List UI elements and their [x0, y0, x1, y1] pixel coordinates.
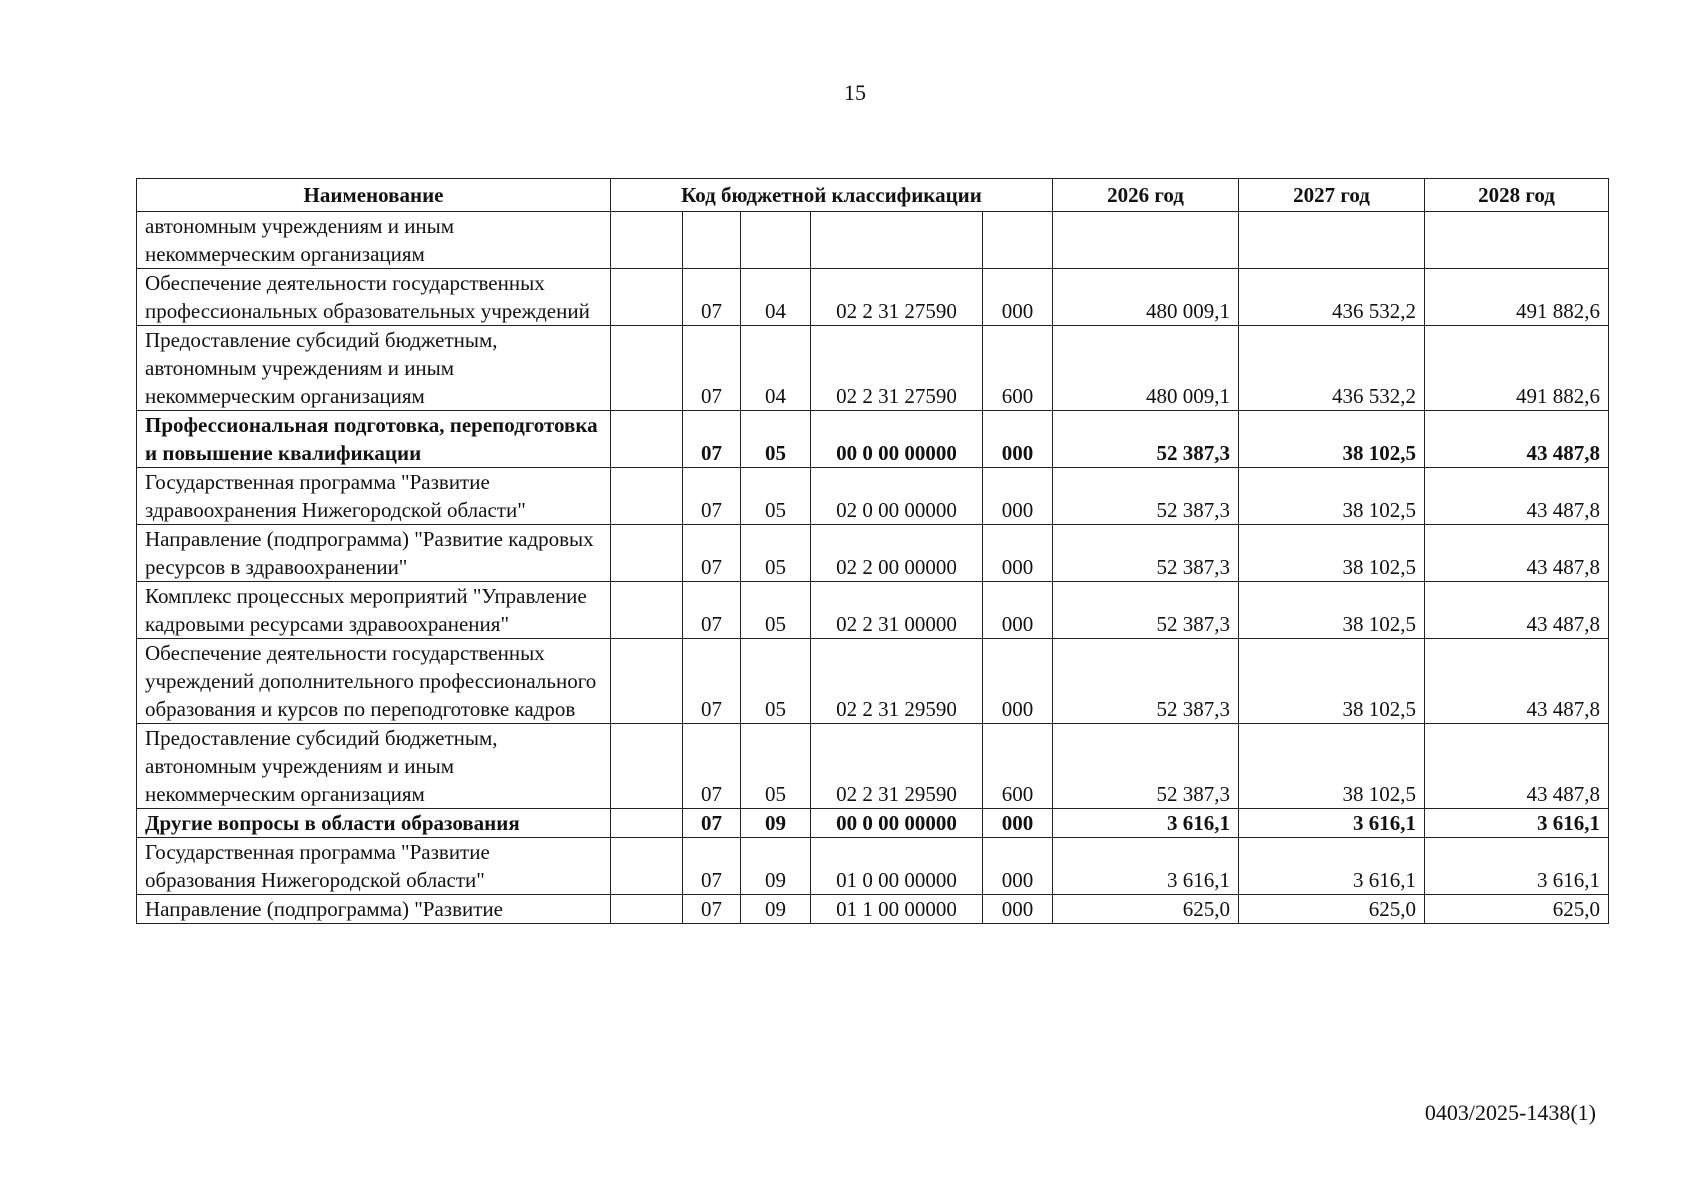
- table-row: [137, 525, 1609, 582]
- row-subsection-cell: 05: [741, 411, 811, 468]
- row-2026-cell: 480 009,1: [1053, 269, 1239, 326]
- header-2028: 2028 год: [1425, 179, 1609, 212]
- row-2027-cell: 38 102,5: [1239, 411, 1425, 468]
- table-row: [137, 411, 1609, 468]
- row-name-cell: Профессиональная подготовка, переподготовка и повышение квалификации: [137, 411, 611, 468]
- row-section-cell: 07: [683, 582, 741, 639]
- row-name-cell: Предоставление субсидий бюджетным, автономным учреждениям и иным некоммерческим организациям: [137, 724, 611, 809]
- budget-table-container: [136, 178, 1609, 924]
- row-expense-type-cell: [983, 212, 1053, 269]
- row-section-cell: 07: [683, 326, 741, 411]
- row-target-article-cell: 01 0 00 00000: [811, 838, 983, 895]
- row-empty-cell: [611, 468, 683, 525]
- row-2027-cell: 436 532,2: [1239, 326, 1425, 411]
- table-row: [137, 639, 1609, 724]
- table-row: [137, 468, 1609, 525]
- row-empty-cell: [611, 809, 683, 838]
- page-number-text: 15: [844, 80, 866, 105]
- row-expense-type-cell: 000: [983, 269, 1053, 326]
- row-2028-cell: 625,0: [1425, 895, 1609, 924]
- row-section-cell: 07: [683, 639, 741, 724]
- row-section-cell: 07: [683, 895, 741, 924]
- row-expense-type-cell: 600: [983, 724, 1053, 809]
- row-expense-type-cell: 000: [983, 468, 1053, 525]
- row-empty-cell: [611, 326, 683, 411]
- row-name-cell: Государственная программа "Развитие здравоохранения Нижегородской области": [137, 468, 611, 525]
- row-subsection-cell: 05: [741, 582, 811, 639]
- row-target-article-cell: [811, 212, 983, 269]
- row-section-cell: 07: [683, 809, 741, 838]
- row-expense-type-cell: 600: [983, 326, 1053, 411]
- row-target-article-cell: 02 2 31 27590: [811, 269, 983, 326]
- row-expense-type-cell: 000: [983, 639, 1053, 724]
- row-2028-cell: 43 487,8: [1425, 724, 1609, 809]
- row-subsection-cell: 05: [741, 639, 811, 724]
- row-name-cell: Предоставление субсидий бюджетным, автономным учреждениям и иным некоммерческим организациям: [137, 326, 611, 411]
- row-section-cell: 07: [683, 838, 741, 895]
- row-name-cell: Обеспечение деятельности государственных профессиональных образовательных учреждений: [137, 269, 611, 326]
- row-empty-cell: [611, 525, 683, 582]
- table-header-row: [137, 179, 1609, 212]
- row-2026-cell: 52 387,3: [1053, 639, 1239, 724]
- row-empty-cell: [611, 411, 683, 468]
- row-2027-cell: 38 102,5: [1239, 525, 1425, 582]
- row-2026-cell: 52 387,3: [1053, 468, 1239, 525]
- budget-table: [136, 178, 1609, 924]
- row-2027-cell: 38 102,5: [1239, 724, 1425, 809]
- row-2028-cell: 43 487,8: [1425, 468, 1609, 525]
- row-section-cell: 07: [683, 411, 741, 468]
- table-row: [137, 269, 1609, 326]
- header-name: Наименование: [137, 179, 611, 212]
- row-expense-type-cell: 000: [983, 411, 1053, 468]
- row-target-article-cell: 02 2 31 00000: [811, 582, 983, 639]
- row-2028-cell: 43 487,8: [1425, 525, 1609, 582]
- row-target-article-cell: 02 2 31 27590: [811, 326, 983, 411]
- row-expense-type-cell: 000: [983, 838, 1053, 895]
- row-expense-type-cell: 000: [983, 809, 1053, 838]
- row-empty-cell: [611, 639, 683, 724]
- table-row: [137, 326, 1609, 411]
- table-row: [137, 582, 1609, 639]
- row-2028-cell: [1425, 212, 1609, 269]
- row-2028-cell: 43 487,8: [1425, 582, 1609, 639]
- row-subsection-cell: [741, 212, 811, 269]
- row-2026-cell: 480 009,1: [1053, 326, 1239, 411]
- row-subsection-cell: 09: [741, 838, 811, 895]
- row-target-article-cell: 00 0 00 00000: [811, 809, 983, 838]
- table-row: [137, 809, 1609, 838]
- row-subsection-cell: 04: [741, 269, 811, 326]
- row-2027-cell: [1239, 212, 1425, 269]
- row-target-article-cell: 01 1 00 00000: [811, 895, 983, 924]
- row-2027-cell: 38 102,5: [1239, 639, 1425, 724]
- row-name-cell: автономным учреждениям и иным некоммерческим организациям: [137, 212, 611, 269]
- row-2028-cell: 3 616,1: [1425, 809, 1609, 838]
- row-2028-cell: 491 882,6: [1425, 326, 1609, 411]
- row-2027-cell: 436 532,2: [1239, 269, 1425, 326]
- row-section-cell: [683, 212, 741, 269]
- row-empty-cell: [611, 212, 683, 269]
- row-2026-cell: 52 387,3: [1053, 724, 1239, 809]
- row-2027-cell: 38 102,5: [1239, 582, 1425, 639]
- row-2026-cell: [1053, 212, 1239, 269]
- row-target-article-cell: 02 2 31 29590: [811, 639, 983, 724]
- row-2027-cell: 38 102,5: [1239, 468, 1425, 525]
- row-2028-cell: 491 882,6: [1425, 269, 1609, 326]
- row-section-cell: 07: [683, 724, 741, 809]
- table-row: [137, 724, 1609, 809]
- row-2028-cell: 43 487,8: [1425, 411, 1609, 468]
- page-number: [0, 80, 1696, 106]
- document-code: 0403/2025-1438(1): [1424, 1100, 1596, 1125]
- row-2027-cell: 3 616,1: [1239, 809, 1425, 838]
- row-subsection-cell: 04: [741, 326, 811, 411]
- row-expense-type-cell: 000: [983, 895, 1053, 924]
- row-name-cell: Направление (подпрограмма) "Развитие: [137, 895, 611, 924]
- row-empty-cell: [611, 724, 683, 809]
- header-budget-code: Код бюджетной классификации: [611, 179, 1053, 212]
- row-empty-cell: [611, 895, 683, 924]
- row-name-cell: Государственная программа "Развитие образования Нижегородской области": [137, 838, 611, 895]
- header-2027: 2027 год: [1239, 179, 1425, 212]
- row-2026-cell: 3 616,1: [1053, 838, 1239, 895]
- row-expense-type-cell: 000: [983, 582, 1053, 639]
- row-section-cell: 07: [683, 525, 741, 582]
- row-2026-cell: 52 387,3: [1053, 411, 1239, 468]
- row-target-article-cell: 00 0 00 00000: [811, 411, 983, 468]
- row-name-cell: Комплекс процессных мероприятий "Управление кадровыми ресурсами здравоохранения": [137, 582, 611, 639]
- row-section-cell: 07: [683, 269, 741, 326]
- row-subsection-cell: 09: [741, 809, 811, 838]
- row-section-cell: 07: [683, 468, 741, 525]
- table-row: [137, 838, 1609, 895]
- row-2026-cell: 3 616,1: [1053, 809, 1239, 838]
- row-target-article-cell: 02 2 00 00000: [811, 525, 983, 582]
- table-row: [137, 212, 1609, 269]
- row-empty-cell: [611, 582, 683, 639]
- row-subsection-cell: 05: [741, 724, 811, 809]
- row-empty-cell: [611, 269, 683, 326]
- row-2028-cell: 3 616,1: [1425, 838, 1609, 895]
- row-2027-cell: 625,0: [1239, 895, 1425, 924]
- row-subsection-cell: 05: [741, 468, 811, 525]
- row-subsection-cell: 09: [741, 895, 811, 924]
- row-2026-cell: 625,0: [1053, 895, 1239, 924]
- row-2027-cell: 3 616,1: [1239, 838, 1425, 895]
- row-target-article-cell: 02 2 31 29590: [811, 724, 983, 809]
- table-row: [137, 895, 1609, 924]
- table-body: [137, 212, 1609, 924]
- header-2026: 2026 год: [1053, 179, 1239, 212]
- row-name-cell: Другие вопросы в области образования: [137, 809, 611, 838]
- row-empty-cell: [611, 838, 683, 895]
- row-2026-cell: 52 387,3: [1053, 582, 1239, 639]
- row-subsection-cell: 05: [741, 525, 811, 582]
- row-name-cell: Направление (подпрограмма) "Развитие кадровых ресурсов в здравоохранении": [137, 525, 611, 582]
- row-2026-cell: 52 387,3: [1053, 525, 1239, 582]
- row-target-article-cell: 02 0 00 00000: [811, 468, 983, 525]
- row-expense-type-cell: 000: [983, 525, 1053, 582]
- row-2028-cell: 43 487,8: [1425, 639, 1609, 724]
- row-name-cell: Обеспечение деятельности государственных учреждений дополнительного профессионального образования и курсов по переподготовке кадров: [137, 639, 611, 724]
